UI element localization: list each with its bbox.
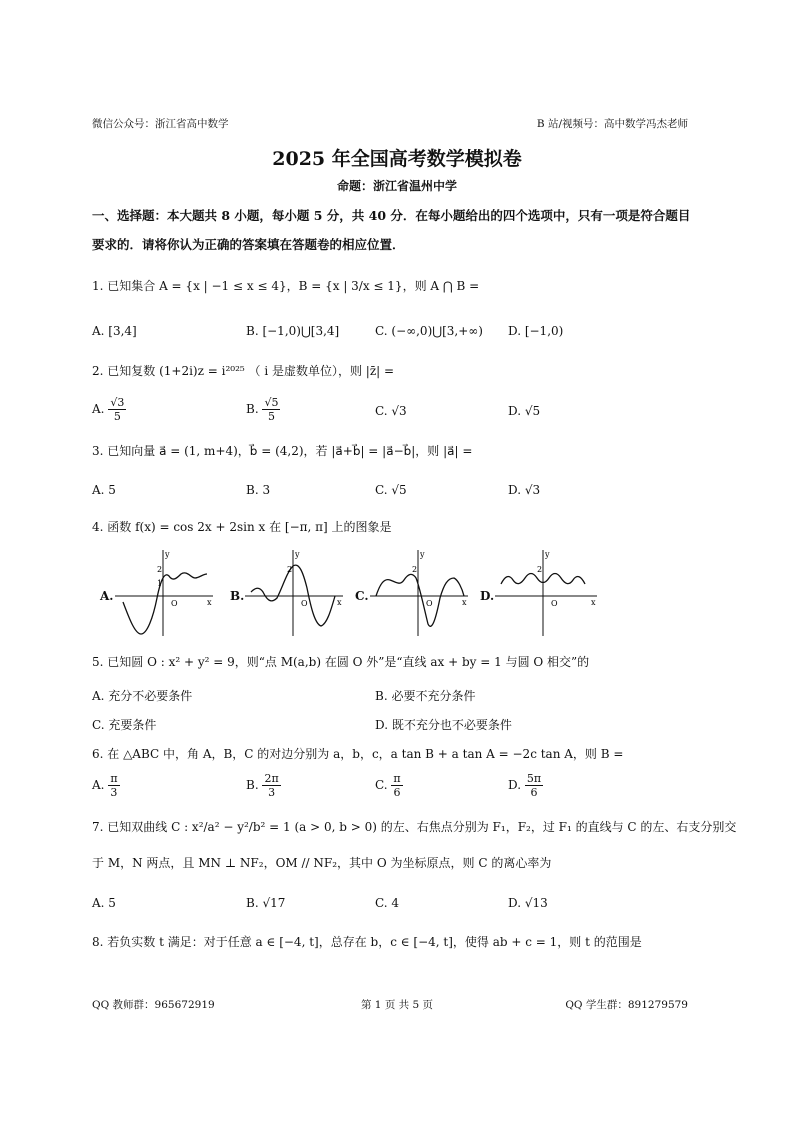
page-title: 2025 年全国高考数学模拟卷 [272,148,522,170]
header-left: 微信公众号：浙江省高中数学 [92,118,229,130]
frac-denominator: 6 [530,786,538,799]
q4a-tick-1: 1 [157,579,163,588]
section-heading-line1: 一、选择题：本大题共 8 小题，每小题 5 分，共 40 分．在每小题给出的四个选项中，只有一项是符合题目 [92,208,691,223]
q6-option-b [246,772,281,799]
q6-option-d-label: D. [508,778,522,792]
q2-option-b-label: B. [246,402,259,416]
q6-option-d-fraction [525,772,543,799]
q2-option-d: D. √5 [508,404,541,418]
q3-option-b: B. 3 [246,483,271,497]
q2-option-a-label: A. [92,402,105,416]
q1-option-d: D. [−1,0) [508,324,564,338]
q4d-origin: O [551,599,558,608]
header-right: B 站/视频号：高中数学冯杰老师 [536,118,688,130]
q6-option-a [92,772,120,799]
q4-graph-d [495,548,600,638]
question-6-stem: 6. 在 △ABC 中，角 A，B，C 的对边分别为 a，b，c，a tan B + a tan A = −2c tan A，则 B = [92,747,624,761]
frac-numerator: π [110,772,118,785]
q7-option-c: C. 4 [375,896,400,910]
frac-denominator: 3 [110,786,118,799]
frac-denominator: 3 [268,786,276,799]
frac-denominator: 6 [393,786,401,799]
frac-denominator: 5 [267,410,275,423]
q6-option-c-label: C. [375,778,388,792]
q5-option-c: C. 充要条件 [92,718,157,732]
q4d-y-label: y [545,550,550,559]
q6-option-a-label: A. [92,778,105,792]
q2-option-a [92,396,126,423]
q4c-tick-2: 2 [412,565,418,574]
footer-right: QQ 学生群：891279579 [565,999,688,1011]
q4a-tick-2: 2 [157,565,163,574]
q5-option-a: A. 充分不必要条件 [92,689,193,703]
question-5-stem: 5. 已知圆 O : x² + y² = 9，则“点 M(a,b) 在圆 O 外”是“直线 ax + by = 1 与圆 O 相交”的 [92,655,590,669]
frac-numerator: π [393,772,401,785]
q6-option-a-fraction [108,772,119,799]
q4d-x-label: x [591,598,596,607]
q6-option-b-fraction [262,772,280,799]
q6-option-c-fraction [391,772,402,799]
q3-option-a: A. 5 [92,483,116,497]
q1-option-b: B. [−1,0)⋃[3,4] [246,324,340,338]
q2-option-c: C. √3 [375,404,407,418]
question-1-stem: 1. 已知集合 A = {x | −1 ≤ x ≤ 4}，B = {x | 3/x ≤ 1}，则 A ⋂ B = [92,279,480,293]
q4-option-b-label: B. [230,589,245,603]
frac-numerator: 5π [526,772,542,785]
q4c-y-label: y [420,550,425,559]
question-7-stem-cont: 于 M，N 两点，且 MN ⊥ NF₂，OM // NF₂，其中 O 为坐标原点，则 C 的离心率为 [92,856,552,870]
q4-option-d-label: D. [480,589,495,603]
question-7-stem: 7. 已知双曲线 C : x²/a² − y²/b² = 1 (a > 0, b > 0) 的左、右焦点分别为 F₁，F₂，过 F₁ 的直线与 C 的左、右支分别交 [92,820,737,834]
q2-option-a-fraction [108,396,126,423]
footer-page-number: 第 1 页 共 5 页 [360,999,434,1011]
q7-option-b: B. √17 [246,896,286,910]
q1-option-c: C. (−∞,0)⋃[3,+∞) [375,324,483,338]
q5-option-b: B. 必要不充分条件 [375,689,476,703]
q3-option-d: D. √3 [508,483,541,497]
question-3-stem: 3. 已知向量 a⃗ = (1, m+4)，b⃗ = (4,2)，若 |a⃗+b⃗| = |a⃗−b⃗|，则 |a⃗| = [92,444,473,458]
frac-numerator: √5 [264,396,279,409]
q1-option-a: A. [3,4] [92,324,137,338]
footer-left: QQ 教师群：965672919 [92,999,215,1011]
question-2-stem: 2. 已知复数 (1+2i)z = i²⁰²⁵ （ i 是虚数单位），则 |z̄| = [92,364,395,378]
frac-numerator: 2π [264,772,279,785]
q4-graph-c [370,548,470,638]
q4b-y-label: y [295,550,300,559]
q4-graph-a [115,548,215,638]
q2-option-b-fraction [262,396,280,423]
q2-option-b [246,396,280,423]
q4a-x-label: x [207,598,212,607]
question-4-stem: 4. 函数 f(x) = cos 2x + 2sin x 在 [−π, π] 上的图象是 [92,520,392,534]
q4-option-c-label: C. [355,589,369,603]
q4d-tick-2: 2 [537,565,543,574]
q7-option-a: A. 5 [92,896,116,910]
q4b-tick-2: 2 [287,565,293,574]
q4c-x-label: x [462,598,467,607]
section-heading-line2: 要求的．请将你认为正确的答案填在答题卷的相应位置． [92,237,405,252]
q4c-origin: O [426,599,433,608]
question-8-stem: 8. 若负实数 t 满足：对于任意 a ∈ [−4, t]，总存在 b，c ∈ [−4, t]，使得 ab + c = 1，则 t 的范围是 [92,935,642,949]
page-subtitle: 命题：浙江省温州中学 [336,179,457,193]
q4-option-a-label: A. [100,589,114,603]
frac-denominator: 5 [113,410,121,423]
q4b-x-label: x [337,598,342,607]
q3-option-c: C. √5 [375,483,407,497]
q5-option-d: D. 既不充分也不必要条件 [375,718,512,732]
q4b-origin: O [301,599,308,608]
q6-option-c [375,772,403,799]
q7-option-d: D. √13 [508,896,548,910]
frac-numerator: √3 [110,396,125,409]
q4a-origin: O [171,599,178,608]
q4-graph-b [245,548,345,638]
q6-option-b-label: B. [246,778,259,792]
q6-option-d [508,772,543,799]
q4a-y-label: y [165,550,170,559]
